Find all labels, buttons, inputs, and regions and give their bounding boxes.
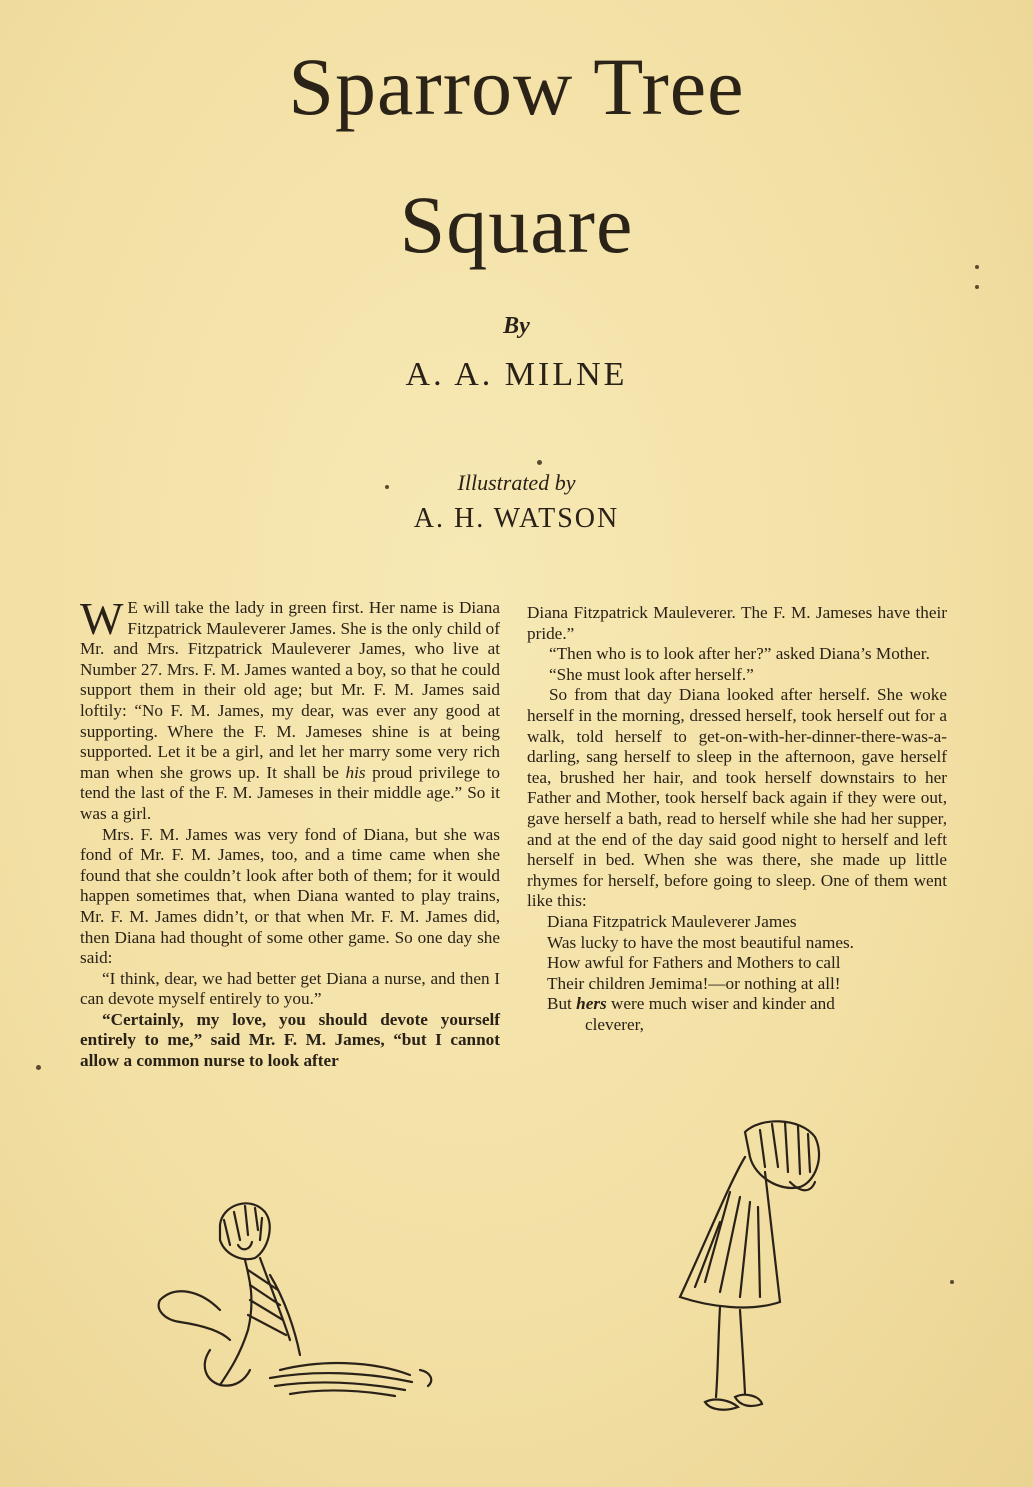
paper-speck [537,460,542,465]
poem-line: But hers were much wiser and kinder and [547,994,835,1014]
paper-speck [950,1280,954,1284]
paragraph: “I think, dear, we had better get Diana a nurse, and then I can devote myself entirely to you.” [80,968,500,1009]
poem-line: Diana Fitzpatrick Mauleverer James [547,911,797,931]
paper-speck [975,265,979,269]
paper-speck [385,485,389,489]
paragraph: “She must look after herself.” [549,664,754,684]
paragraph: W E will take the lady in green first. Her name is Diana Fitzpatrick Mauleverer James. She is the only child of Mr. and Mrs. Fitzpatrick Mauleverer James, who live at Number 27. Mrs. F. M. James wanted a boy, so that he could support them in their old age; but Mr. F. M. James said loftily: “No F. M. James, my dear, was ever any good at supporting. Where the F. M. Jameses shine is at being supported. Let it be a girl, and let her marry some very rich man when she grows up. It shall be his proud privilege to tend the last of the F. M. Jameses in their middle age.” So it was a girl. [80,593,500,823]
poem-line: Their children Jemima!—or nothing at all! [547,973,841,993]
paragraph: “Then who is to look after her?” asked Diana’s Mother. [549,644,930,664]
sitting-girl-illustration [150,1190,450,1430]
paper-speck [36,1065,41,1070]
story-title-line-2: Square [399,179,634,270]
paragraph: Diana Fitzpatrick Mauleverer. The F. M. Jameses have their pride.” [527,603,947,643]
story-title-line-1: Sparrow Tree [288,41,745,132]
paragraph: So from that day Diana looked after herself. She woke herself in the morning, dressed herself, took herself out for a walk, told herself to get-on-with-her-dinner-there-was-a-darling, sang herself to sleep in the afternoon, gave herself tea, brushed her hair, and took herself downstairs to her Father and Mother, took herself back again if they were out, gave herself a bath, read to herself while she had her supper, and at the end of the day said good night to herself and left herself in bed. When she was there, she made up little rhymes for herself, before going to sleep. One of them went like this: [527,685,947,911]
poem-line: cleverer, [585,1014,644,1034]
paragraph: Mrs. F. M. James was very fond of Diana, but she was fond of Mr. F. M. James, too, and a time came when she found that she couldn’t look after both of them; for it would happen sometimes that, when Diana wanted to play trains, Mr. F. M. James didn’t, or that when Mr. F. M. James did, then Diana had thought of some other game. So one day she said: [80,824,500,968]
poem-line: Was lucky to have the most beautiful names. [547,932,854,952]
poem [547,912,947,1036]
drop-cap: W [80,593,124,644]
left-text-column [80,593,500,1072]
illustrator-name: A. H. WATSON [413,503,620,534]
illustrated-by-label: Illustrated by [457,470,576,495]
right-text-column [527,603,947,1035]
paper-speck [975,285,979,289]
standing-girl-illustration [650,1112,860,1422]
author-name: A. A. MILNE [405,356,628,393]
paragraph: “Certainly, my love, you should devote yourself entirely to me,” said Mr. F. M. James, “but I cannot allow a common nurse to look after [80,1009,500,1071]
poem-line: How awful for Fathers and Mothers to call [547,953,841,973]
byline-label: By [503,313,530,339]
